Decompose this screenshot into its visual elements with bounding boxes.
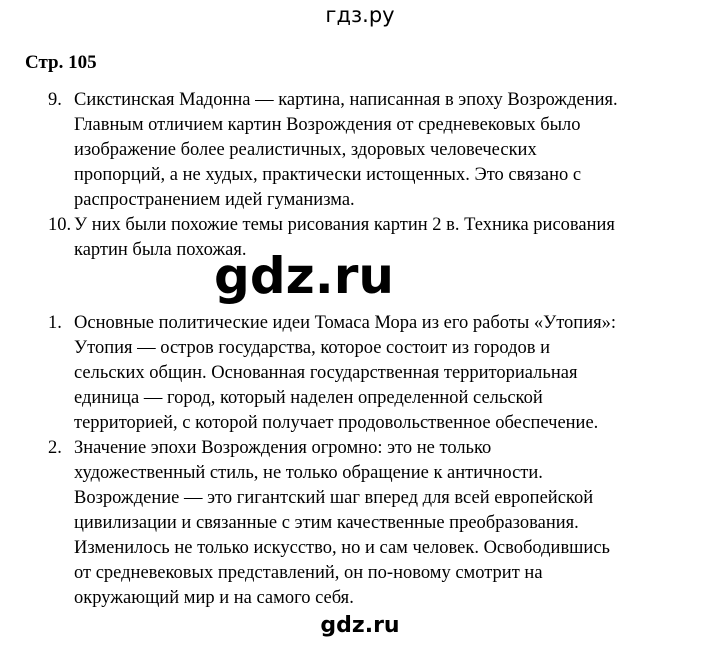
- answer-line: пропорций, а не худых, практически истощенных. Это связано с: [74, 165, 582, 185]
- answer-line: Сикстинская Мадонна — картина, написанная в эпоху Возрождения.: [74, 90, 618, 110]
- answer-line: цивилизации и связанные с этим качественные преобразования.: [74, 513, 579, 533]
- answer-line: Утопия — остров государства, которое состоит из городов и: [74, 338, 550, 358]
- answer-line: единица — город, который наделен определенной сельской: [74, 388, 543, 408]
- answer-line: Возрождение — это гигантский шаг вперед для всей европейской: [74, 488, 594, 508]
- answer-line: картин была похожая.: [74, 240, 247, 260]
- site-header: гдз.ру: [325, 3, 395, 27]
- item-number: 1.: [48, 313, 62, 333]
- answer-line: от средневековых представлений, он по-новому смотрит на: [74, 563, 543, 583]
- page-heading: Стр. 105: [25, 52, 97, 73]
- answer-line: Значение эпохи Возрождения огромно: это не только: [74, 438, 492, 458]
- answer-line: территорией, с которой получает продовольственное обеспечение.: [74, 413, 599, 433]
- answer-item-2: [48, 436, 708, 611]
- answer-item-1: [48, 311, 708, 436]
- answer-line: распространением идей гуманизма.: [74, 190, 355, 210]
- answer-line: изображение более реалистичных, здоровых человеческих: [74, 140, 537, 160]
- answer-line: У них были похожие темы рисования картин 2 в. Техника рисования: [74, 215, 615, 235]
- answer-item-9: [48, 88, 708, 213]
- watermark-footer: gdz.ru: [320, 613, 400, 638]
- item-number: 10.: [48, 215, 72, 235]
- answer-line: Главным отличием картин Возрождения от средневековых было: [74, 115, 581, 135]
- answer-line: Изменилось не только искусство, но и сам человек. Освободившись: [74, 538, 610, 558]
- answers-list-a: [48, 88, 708, 263]
- answers-list-b: [48, 311, 708, 611]
- item-number: 9.: [48, 90, 62, 110]
- answer-line: Основные политические идеи Томаса Мора из его работы «Утопия»:: [74, 313, 617, 333]
- watermark-logo: gdz.ru: [214, 247, 394, 305]
- item-number: 2.: [48, 438, 62, 458]
- answer-line: художественный стиль, не только обращение к античности.: [74, 463, 543, 483]
- answer-line: окружающий мир и на самого себя.: [74, 588, 354, 608]
- answer-line: сельских общин. Основанная государственная территориальная: [74, 363, 578, 383]
